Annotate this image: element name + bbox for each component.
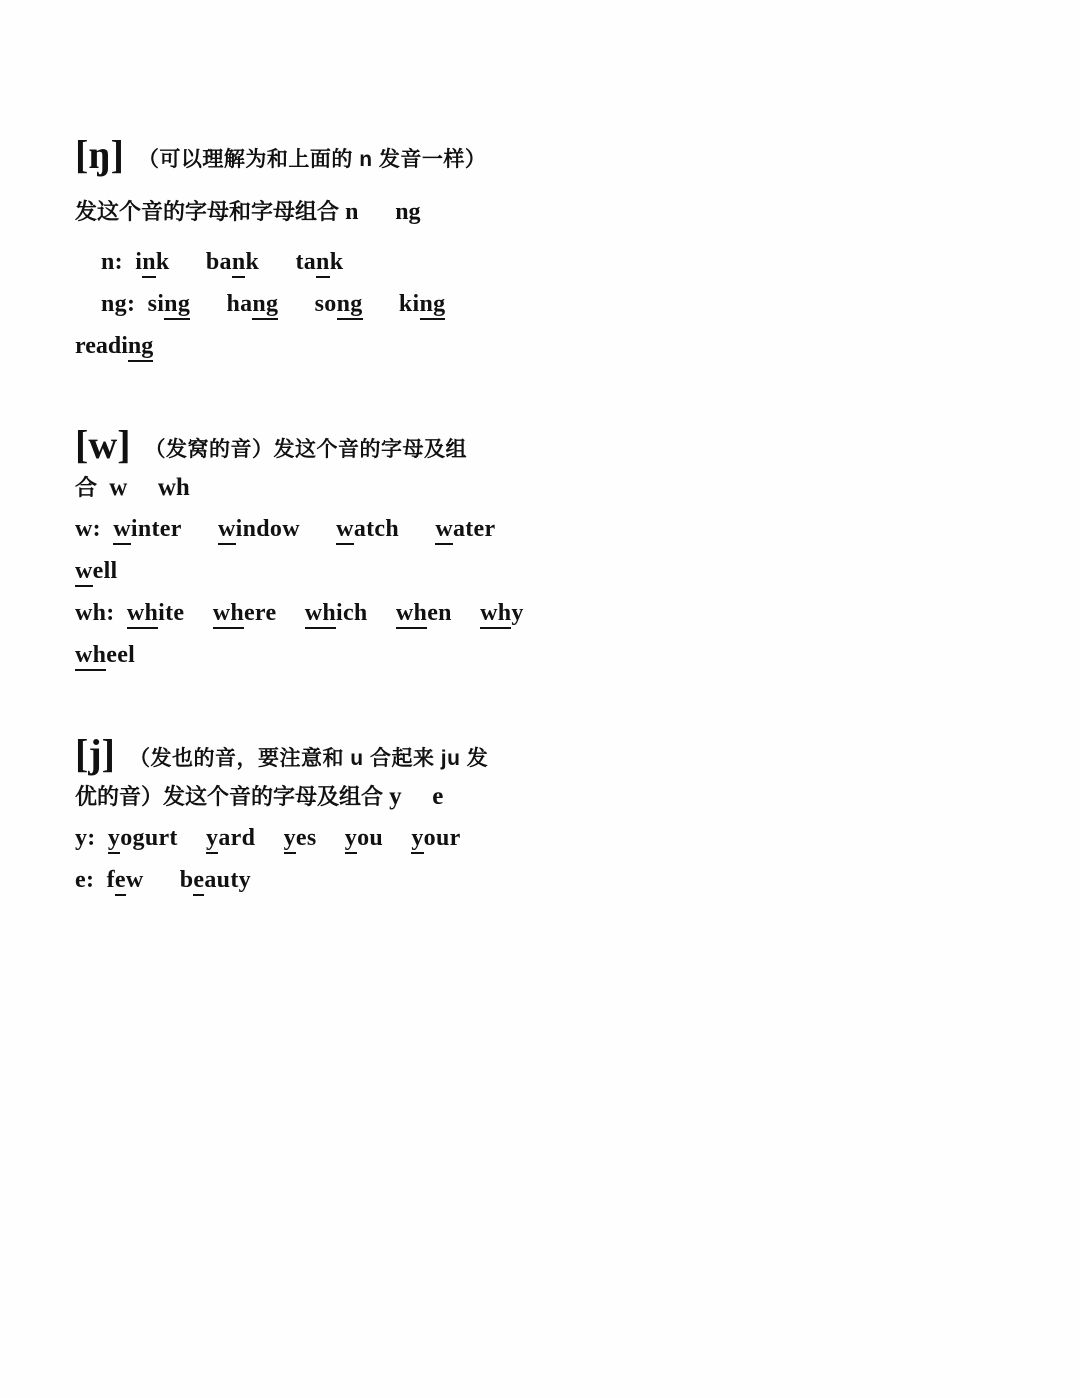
- word-underlined: ng: [128, 333, 153, 362]
- lead-letter-eng-1: n: [345, 199, 359, 225]
- example-word: [206, 241, 259, 283]
- word-post: atch: [353, 516, 400, 543]
- word-underlined: wh: [480, 600, 511, 629]
- example-word: [127, 592, 185, 634]
- word-underlined: y: [284, 825, 296, 854]
- word-pre: so: [314, 291, 337, 318]
- lead-letter-j-2: e: [432, 783, 444, 811]
- word-underlined: ng: [420, 291, 446, 320]
- row-label: n:: [101, 249, 123, 276]
- example-word: [345, 817, 383, 859]
- example-row-continuation: [75, 325, 695, 367]
- word-post: k: [329, 249, 344, 276]
- word-pre: i: [135, 249, 143, 276]
- word-underlined: e: [115, 867, 126, 896]
- word-underlined: wh: [127, 600, 158, 629]
- word-post: ere: [243, 600, 277, 627]
- section-w: [75, 421, 695, 676]
- example-word: [480, 592, 524, 634]
- word-underlined: y: [108, 825, 120, 854]
- word-post: auty: [204, 867, 251, 894]
- word-post: eel: [106, 642, 136, 669]
- word-pre: ba: [205, 249, 232, 276]
- word-post: k: [245, 249, 260, 276]
- example-word: [213, 592, 277, 634]
- word-pre: ki: [398, 291, 420, 318]
- word-post: ogurt: [120, 825, 178, 852]
- word-underlined: w: [218, 516, 236, 545]
- example-word: [107, 859, 144, 901]
- lead-letter-j-1: y: [389, 783, 402, 811]
- word-underlined: w: [75, 558, 93, 587]
- lead-letter-w-2: wh: [157, 474, 190, 502]
- section-eng-heading: [75, 130, 695, 180]
- section-eng: [75, 130, 695, 367]
- word-underlined: w: [435, 516, 453, 545]
- example-row: [75, 508, 695, 550]
- example-row-continuation: [75, 550, 695, 592]
- row-label: w:: [75, 516, 101, 543]
- word-underlined: w: [113, 516, 131, 545]
- example-word: [108, 817, 178, 859]
- word-post: ater: [452, 516, 496, 543]
- word-underlined: e: [193, 867, 204, 896]
- example-word: [135, 241, 169, 283]
- word-underlined: wh: [75, 642, 106, 671]
- word-underlined: n: [232, 249, 246, 278]
- phoneme-note-w-line2: 合: [75, 475, 98, 501]
- lead-letter-eng-2: ng: [395, 199, 421, 225]
- word-underlined: ng: [164, 291, 190, 320]
- lead-text-eng: 发这个音的字母和字母组合: [75, 199, 340, 224]
- word-post: ich: [336, 600, 368, 627]
- word-underlined: y: [411, 825, 423, 854]
- example-word: [295, 241, 343, 283]
- example-word: [435, 508, 495, 550]
- word-underlined: y: [345, 825, 357, 854]
- word-pre: readi: [75, 333, 128, 360]
- word-post: ite: [158, 600, 185, 627]
- word-post: ou: [357, 825, 384, 852]
- lead-letter-w-1: w: [109, 474, 128, 502]
- phoneme-note-j: （发也的音，要注意和 u 合起来 ju 发: [128, 747, 489, 771]
- example-word: [75, 325, 153, 367]
- phoneme-note-eng: （可以理解为和上面的 n 发音一样）: [137, 148, 487, 171]
- example-word: [218, 508, 300, 550]
- word-underlined: wh: [396, 600, 427, 629]
- example-word: [336, 508, 399, 550]
- row-label: y:: [75, 825, 96, 852]
- word-post: es: [295, 825, 317, 852]
- section-w-heading: [75, 421, 695, 468]
- word-post: ard: [218, 825, 256, 852]
- word-post: ell: [92, 558, 118, 585]
- example-word: [75, 634, 135, 676]
- example-word: [148, 283, 191, 325]
- word-post: y: [511, 600, 524, 627]
- word-underlined: ng: [252, 291, 278, 320]
- section-j: [75, 730, 695, 901]
- word-underlined: wh: [213, 600, 244, 629]
- example-word: [113, 508, 181, 550]
- section-j-heading: [75, 730, 695, 777]
- row-label: wh:: [75, 600, 115, 627]
- section-w-heading-line2: [75, 468, 695, 508]
- word-post: w: [125, 867, 144, 894]
- example-row: [75, 859, 695, 901]
- word-underlined: y: [206, 825, 218, 854]
- word-underlined: w: [336, 516, 354, 545]
- example-word: [284, 817, 317, 859]
- phoneme-symbol-eng: [ŋ]: [75, 132, 124, 177]
- phoneme-symbol-w: [w]: [75, 422, 131, 468]
- word-underlined: ng: [337, 291, 363, 320]
- example-word: [396, 592, 452, 634]
- example-word: [180, 859, 251, 901]
- example-word: [206, 817, 255, 859]
- word-pre: ta: [295, 249, 317, 276]
- word-underlined: n: [316, 249, 330, 278]
- example-word: [399, 283, 446, 325]
- word-pre: b: [179, 867, 194, 894]
- example-word: [75, 550, 118, 592]
- example-row: [75, 592, 695, 634]
- section-j-heading-line2: [75, 777, 695, 817]
- phoneme-note-j-line2: 优的音）发这个音的字母及组合: [75, 784, 384, 810]
- word-post: en: [427, 600, 452, 627]
- word-pre: si: [147, 291, 165, 318]
- example-word: [315, 283, 363, 325]
- example-word: [411, 817, 460, 859]
- word-underlined: wh: [305, 600, 336, 629]
- word-post: our: [423, 825, 461, 852]
- row-label: e:: [75, 867, 95, 894]
- example-row: [75, 817, 695, 859]
- example-word: [226, 283, 278, 325]
- phoneme-symbol-j: [j]: [75, 731, 115, 777]
- word-post: inter: [130, 516, 182, 543]
- document-content: [75, 130, 695, 955]
- word-underlined: n: [142, 249, 156, 278]
- phoneme-note-w: （发窝的音）发这个音的字母及组: [144, 438, 468, 462]
- word-pre: ha: [226, 291, 253, 318]
- example-word: [305, 592, 368, 634]
- example-row: [75, 241, 695, 283]
- example-row: [75, 283, 695, 325]
- section-eng-lead: [75, 194, 695, 231]
- word-post: k: [155, 249, 170, 276]
- example-row-continuation: [75, 634, 695, 676]
- word-pre: f: [106, 867, 115, 894]
- row-label: ng:: [101, 291, 136, 318]
- word-post: indow: [235, 516, 300, 543]
